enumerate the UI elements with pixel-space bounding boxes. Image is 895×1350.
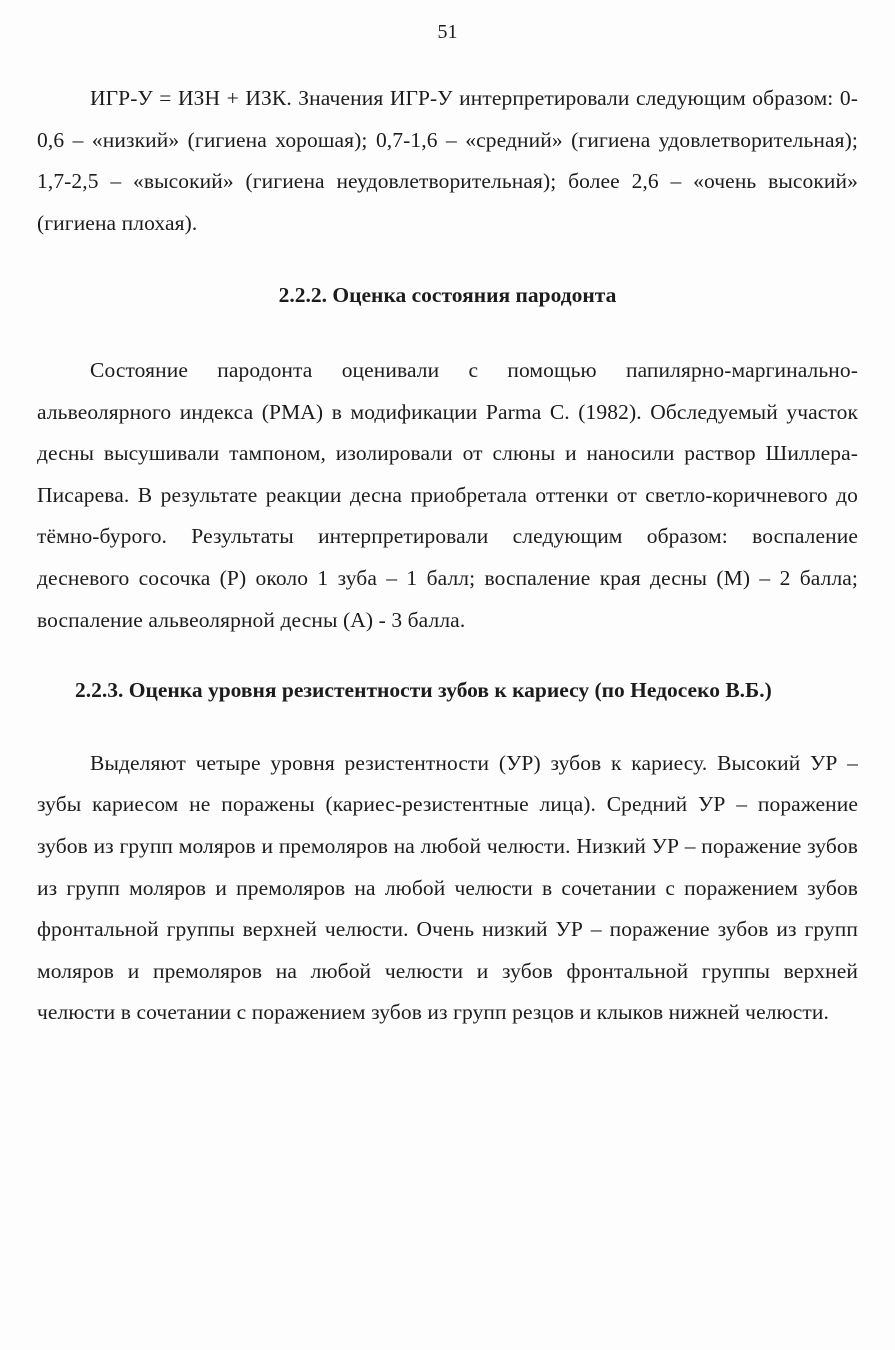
page-number: 51 [437,21,458,43]
paragraph-pma-index: Состояние пародонта оценивали с помощью папилярно-маргинально-альвеолярного индекса (РМА) в модификации Parma C. (1982). Обследуемый участок десны высушивали тампоном, изолировали от слюны и наносили раствор Шиллера-Писарева. В результате реакции десна приобретала оттенки от светло-коричневого до тёмно-бурого. Результаты интерпретировали следующим образом: воспаление десневого сосочка (P) около 1 зуба – 1 балл; воспаление края десны (M) – 2 балла; воспаление альвеолярной десны (A) - 3 балла. [37,357,858,632]
section-heading-caries-resistance: 2.2.3. Оценка уровня резистентности зубов к кариесу (по Недосеко В.Б.) [75,678,772,703]
section-heading-periodontal: 2.2.2. Оценка состояния пародонта [278,283,617,308]
paragraph-hygiene-index: ИГР-У = ИЗН + ИЗК. Значения ИГР-У интерпретировали следующим образом: 0-0,6 – «низкий» (гигиена хорошая); 0,7-1,6 – «средний» (гигиена удовлетворительная); 1,7-2,5 – «высокий» (гигиена неудовлетворительная); более 2,6 – «очень высокий» (гигиена плохая). [37,86,858,235]
page-content [37,78,858,1034]
paragraph-resistance-levels: Выделяют четыре уровня резистентности (УР) зубов к кариесу. Высокий УР – зубы кариесом не поражены (кариес-резистентные лица). Средний УР – поражение зубов из групп моляров и премоляров на любой челюсти. Низкий УР – поражение зубов из групп моляров и премоляров на любой челюсти в сочетании с поражением зубов фронтальной группы верхней челюсти. Очень низкий УР – поражение зубов из групп моляров и премоляров на любой челюсти и зубов фронтальной группы верхней челюсти в сочетании с поражением зубов из групп резцов и клыков нижней челюсти. [37,750,858,1025]
